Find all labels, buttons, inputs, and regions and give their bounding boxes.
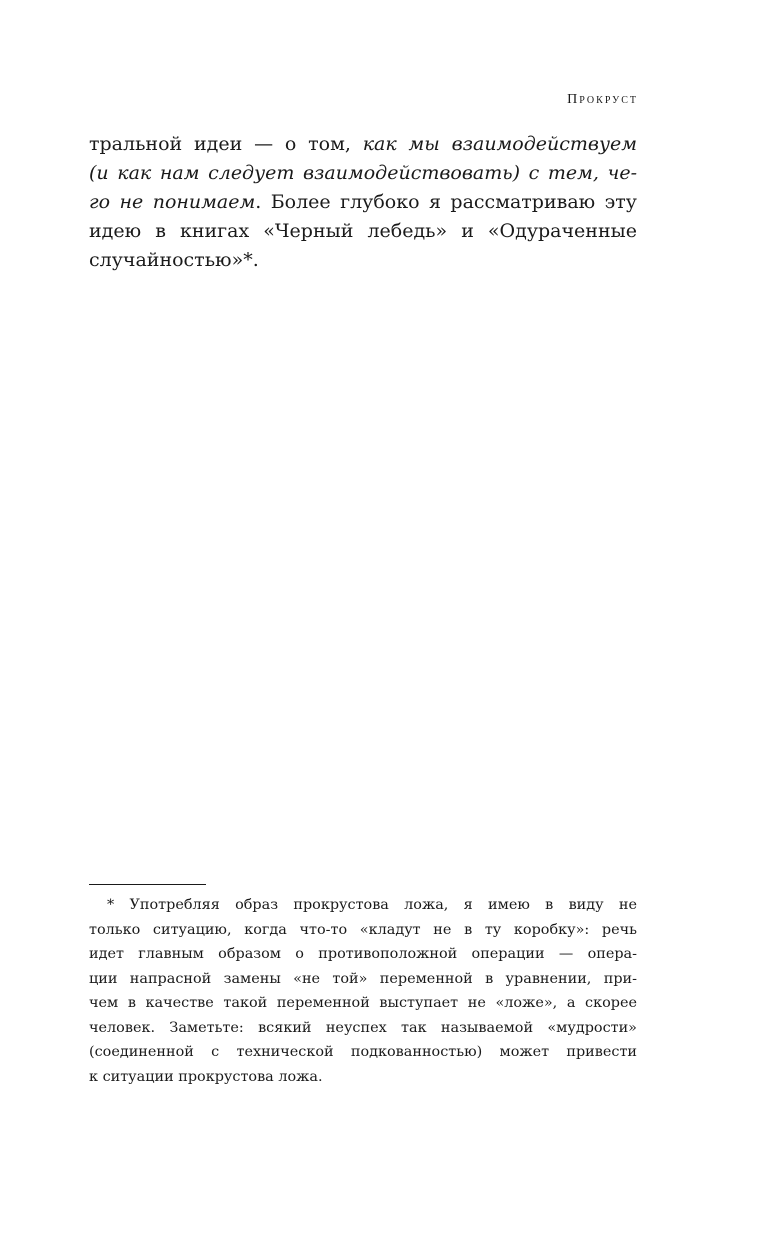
main-paragraph — [89, 130, 637, 275]
body-line-2-italic: (и как нам следует взаимодействовать) с тем, че- — [89, 162, 637, 184]
body-line-3-roman: . Более глубоко я рассматриваю эту — [255, 191, 637, 213]
footnote-line: (соединенной с технической подкованностью) может привести — [89, 1044, 637, 1060]
body-line-2 — [89, 159, 637, 188]
footnote-line: к ситуации прокрустова ложа. — [89, 1068, 323, 1085]
footnote-line: чем в качестве такой переменной выступает не «ложе», а скорее — [89, 995, 637, 1011]
body-line-1-roman: тральной идеи — о том, — [89, 133, 363, 155]
footnote — [89, 893, 637, 1089]
running-head: Прокруст — [567, 92, 638, 107]
footnote-line: идет главным образом о противоположной операции — опера- — [89, 946, 637, 962]
footnote-line: ции напрасной замены «не той» переменной в уравнении, при- — [89, 970, 637, 987]
footnote-line: человек. Заметьте: всякий неуспех так называемой «мудрости» — [89, 1019, 637, 1036]
body-line-4: идею в книгах «Черный лебедь» и «Одураченные — [89, 220, 637, 242]
body-line-1-italic: как мы взаимодействуем — [362, 133, 638, 155]
footnote-separator — [89, 884, 206, 885]
footnote-line: * Употребляя образ прокрустова ложа, я имею в виду не — [107, 897, 637, 913]
body-line-3-italic: го не понимаем — [89, 191, 256, 213]
footnote-line: только ситуацию, когда что-то «кладут не в ту коробку»: речь — [89, 921, 637, 938]
body-line-5: случайностью»*. — [89, 249, 259, 271]
body-line-3 — [89, 188, 637, 217]
body-line-1 — [89, 130, 637, 159]
